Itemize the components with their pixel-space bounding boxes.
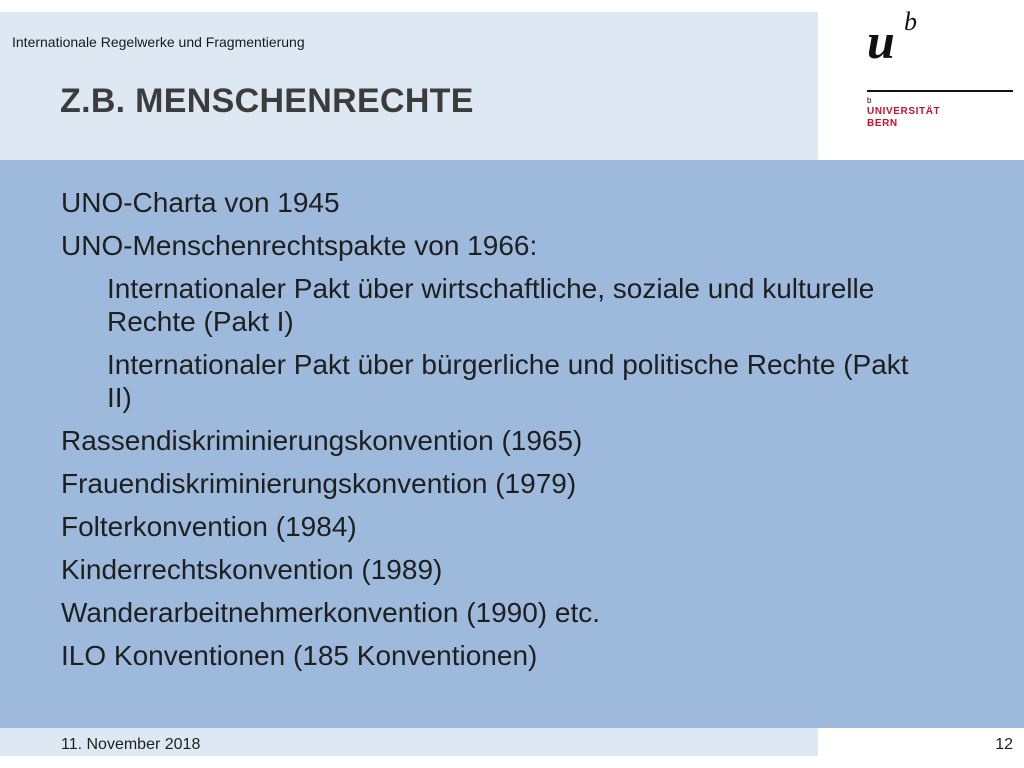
ub-logo-icon bbox=[862, 8, 1017, 133]
bullet-list bbox=[61, 186, 941, 682]
page-number: 12 bbox=[995, 736, 1013, 753]
bullet-item: Frauendiskriminierungskonvention (1979) bbox=[61, 468, 577, 499]
footer bbox=[0, 728, 1024, 768]
footer-date: 11. November 2018 bbox=[61, 736, 201, 753]
bullet-item: Kinderrechtskonvention (1989) bbox=[61, 554, 443, 585]
header-label: Internationale Regelwerke und Fragmentierung bbox=[12, 34, 305, 50]
university-logo bbox=[862, 8, 1017, 133]
header-panel bbox=[0, 12, 818, 160]
sub-bullet-item: Internationaler Pakt über bürgerliche und politische Rechte (Pakt II) bbox=[107, 349, 909, 413]
bullet-item: ILO Konventionen (185 Konventionen) bbox=[61, 640, 538, 671]
bullet-item: Wanderarbeitnehmerkonvention (1990) etc. bbox=[61, 597, 601, 628]
bullet-item: Folterkonvention (1984) bbox=[61, 511, 357, 542]
bullet-item: UNO-Menschenrechtspakte von 1966: bbox=[61, 230, 538, 261]
content-panel bbox=[0, 160, 1024, 728]
svg-text:b: b bbox=[867, 96, 872, 105]
svg-text:b: b bbox=[904, 8, 917, 36]
svg-text:UNIVERSITÄT: UNIVERSITÄT bbox=[867, 106, 941, 117]
bullet-item: UNO-Charta von 1945 bbox=[61, 187, 340, 218]
sub-bullet-item: Internationaler Pakt über wirtschaftliche, soziale und kulturelle Rechte (Pakt I) bbox=[107, 273, 875, 337]
slide-title: Z.B. MENSCHENRECHTE bbox=[60, 82, 474, 120]
svg-text:u: u bbox=[867, 13, 895, 69]
bullet-item: Rassendiskriminierungskonvention (1965) bbox=[61, 425, 583, 456]
svg-text:BERN: BERN bbox=[867, 118, 898, 129]
